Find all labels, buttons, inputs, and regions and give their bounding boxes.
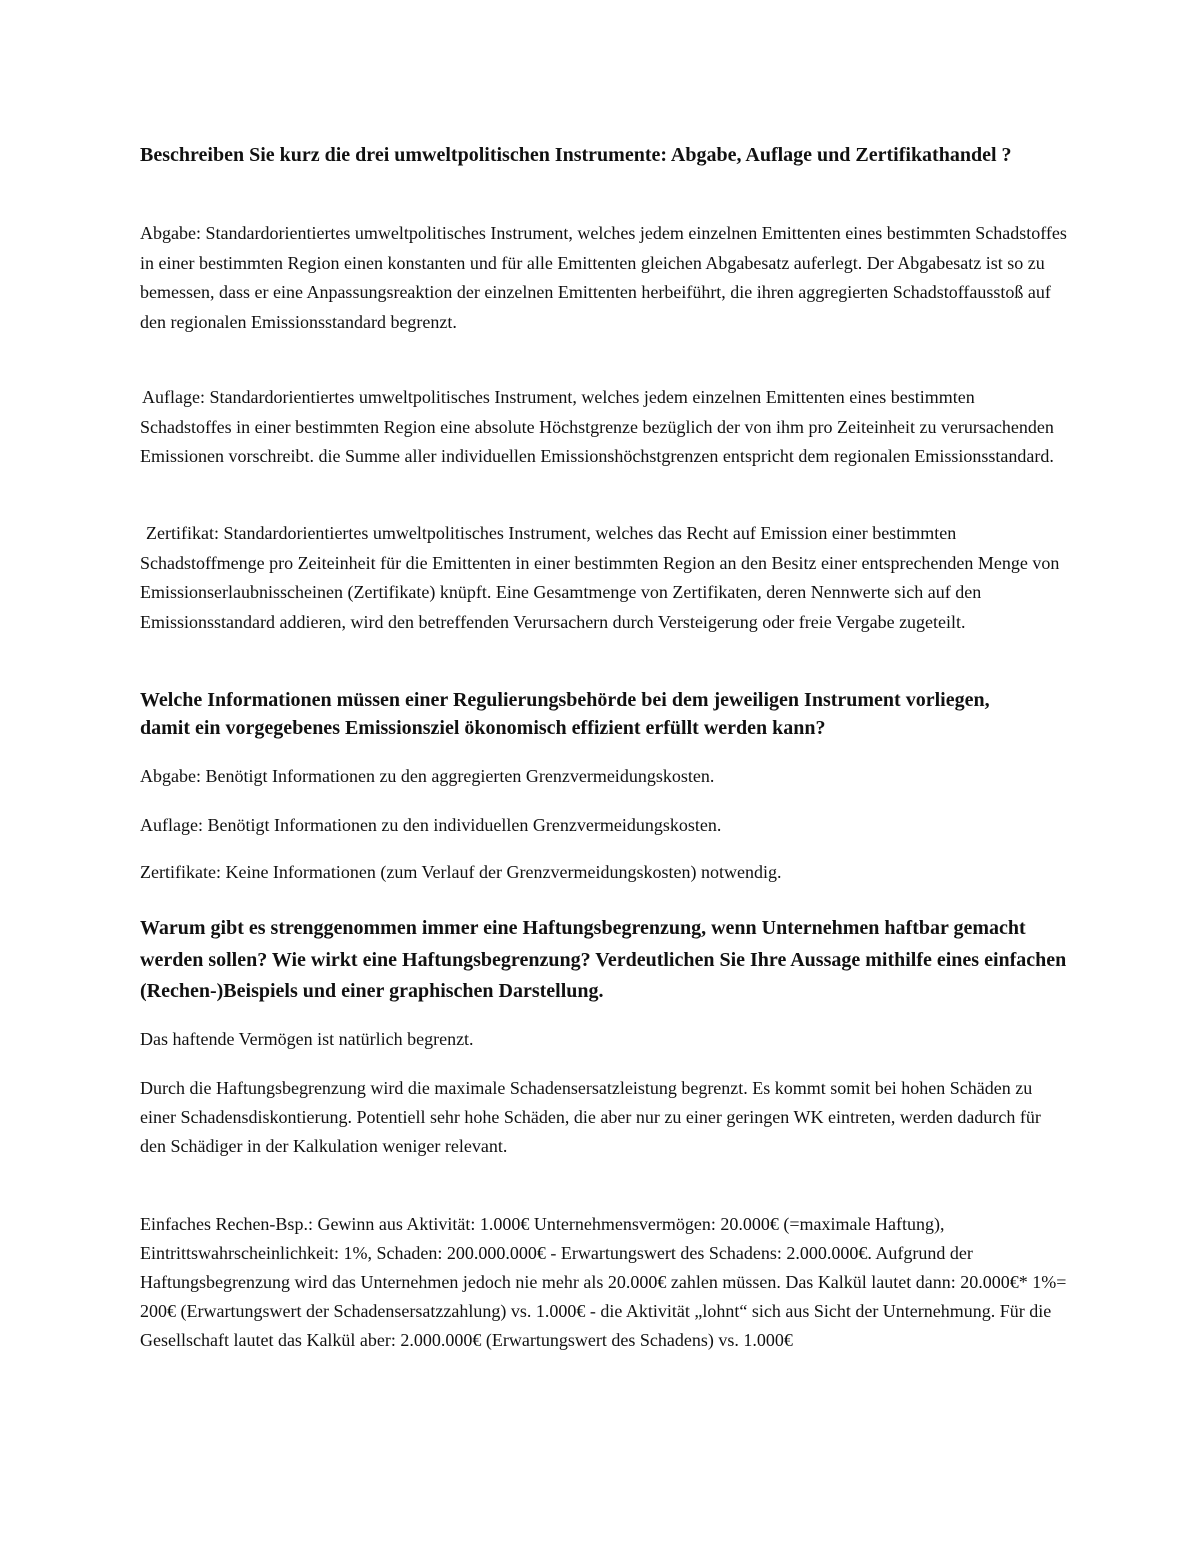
answer-zertifikate-information: Zertifikate: Keine Informationen (zum Verlauf der Grenzvermeidungskosten) notwendig. <box>140 862 782 882</box>
question-3-heading: Warum gibt es strenggenommen immer eine Haftungsbegrenzung, wenn Unternehmen haftbar gemacht werden sollen? Wie wirkt eine Haftungsbegrenzung? Verdeutlichen Sie Ihre Aussage mithilfe eines einfachen (Rechen-)Beispiels und einer graphischen Darstellung. <box>140 917 1067 1002</box>
question-2-heading: Welche Informationen müssen einer Regulierungsbehörde bei dem jeweiligen Instrument vorliegen, damit ein vorgegebenes Emissionsziel ökonomisch effizient erfüllt werden kann? <box>140 689 990 739</box>
answer-abgabe-description: Abgabe: Standardorientiertes umweltpolitisches Instrument, welches jedem einzelnen Emittenten eines bestimmten Schadstoffes in einer bestimmten Region einen konstanten und für alle Emittenten gleichen Abgabesatz auferlegt. Der Abgabesatz ist so zu bemessen, dass er eine Anpassungsreaktion der einzelnen Emittenten herbeiführt, die ihren aggregierten Schadstoffausstoß auf den regionalen Emissionsstandard begrenzt. <box>140 223 1067 332</box>
answer-liability-effect: Durch die Haftungsbegrenzung wird die maximale Schadensersatzleistung begrenzt. Es kommt somit bei hohen Schäden zu einer Schadensdiskontierung. Potentiell sehr hohe Schäden, die aber nur zu einer geringen WK eintreten, werden dadurch für den Schädiger in der Kalkulation weniger relevant. <box>140 1078 1041 1156</box>
question-1-heading: Beschreiben Sie kurz die drei umweltpolitischen Instrumente: Abgabe, Auflage und Zertifikathandel ? <box>140 144 1012 166</box>
answer-abgabe-information: Abgabe: Benötigt Informationen zu den aggregierten Grenzvermeidungskosten. <box>140 766 715 786</box>
answer-auflage-description: Auflage: Standardorientiertes umweltpolitisches Instrument, welches jedem einzelnen Emittenten eines bestimmten Schadstoffes in einer bestimmten Region eine absolute Höchstgrenze bezüglich der von ihm pro Zeiteinheit zu verursachenden Emissionen vorschreibt. die Summe aller individuellen Emissionshöchstgrenzen entspricht dem regionalen Emissionsstandard. <box>140 387 1054 466</box>
answer-auflage-information: Auflage: Benötigt Informationen zu den individuellen Grenzvermeidungskosten. <box>140 815 722 835</box>
answer-calculation-example: Einfaches Rechen-Bsp.: Gewinn aus Aktivität: 1.000€ Unternehmensvermögen: 20.000€ (=maximale Haftung), Eintrittswahrscheinlichkeit: 1%, Schaden: 200.000.000€ - Erwartungswert des Schadens: 2.000.000€. Aufgrund der Haftungsbegrenzung wird das Unternehmen jedoch nie mehr als 20.000€ zahlen müssen. Das Kalkül lautet dann: 20.000€* 1%= 200€ (Erwartungswert der Schadensersatzzahlung) vs. 1.000€ - die Aktivität „lohnt“ sich aus Sicht der Unternehmung. Für die Gesellschaft lautet das Kalkül aber: 2.000.000€ (Erwartungswert des Schadens) vs. 1.000€ <box>140 1214 1067 1350</box>
answer-liability-assets: Das haftende Vermögen ist natürlich begrenzt. <box>140 1029 474 1049</box>
answer-zertifikat-description: Zertifikat: Standardorientiertes umweltpolitisches Instrument, welches das Recht auf Emission einer bestimmten Schadstoffmenge pro Zeiteinheit für die Emittenten in einer bestimmten Region an den Besitz einer entsprechenden Menge von Emissionserlaubnisscheinen (Zertifikate) knüpft. Eine Gesamtmenge von Zertifikaten, deren Nennwerte sich auf den Emissionsstandard addieren, wird den betreffenden Verursachern durch Versteigerung oder freie Vergabe zugeteilt. <box>140 523 1060 632</box>
